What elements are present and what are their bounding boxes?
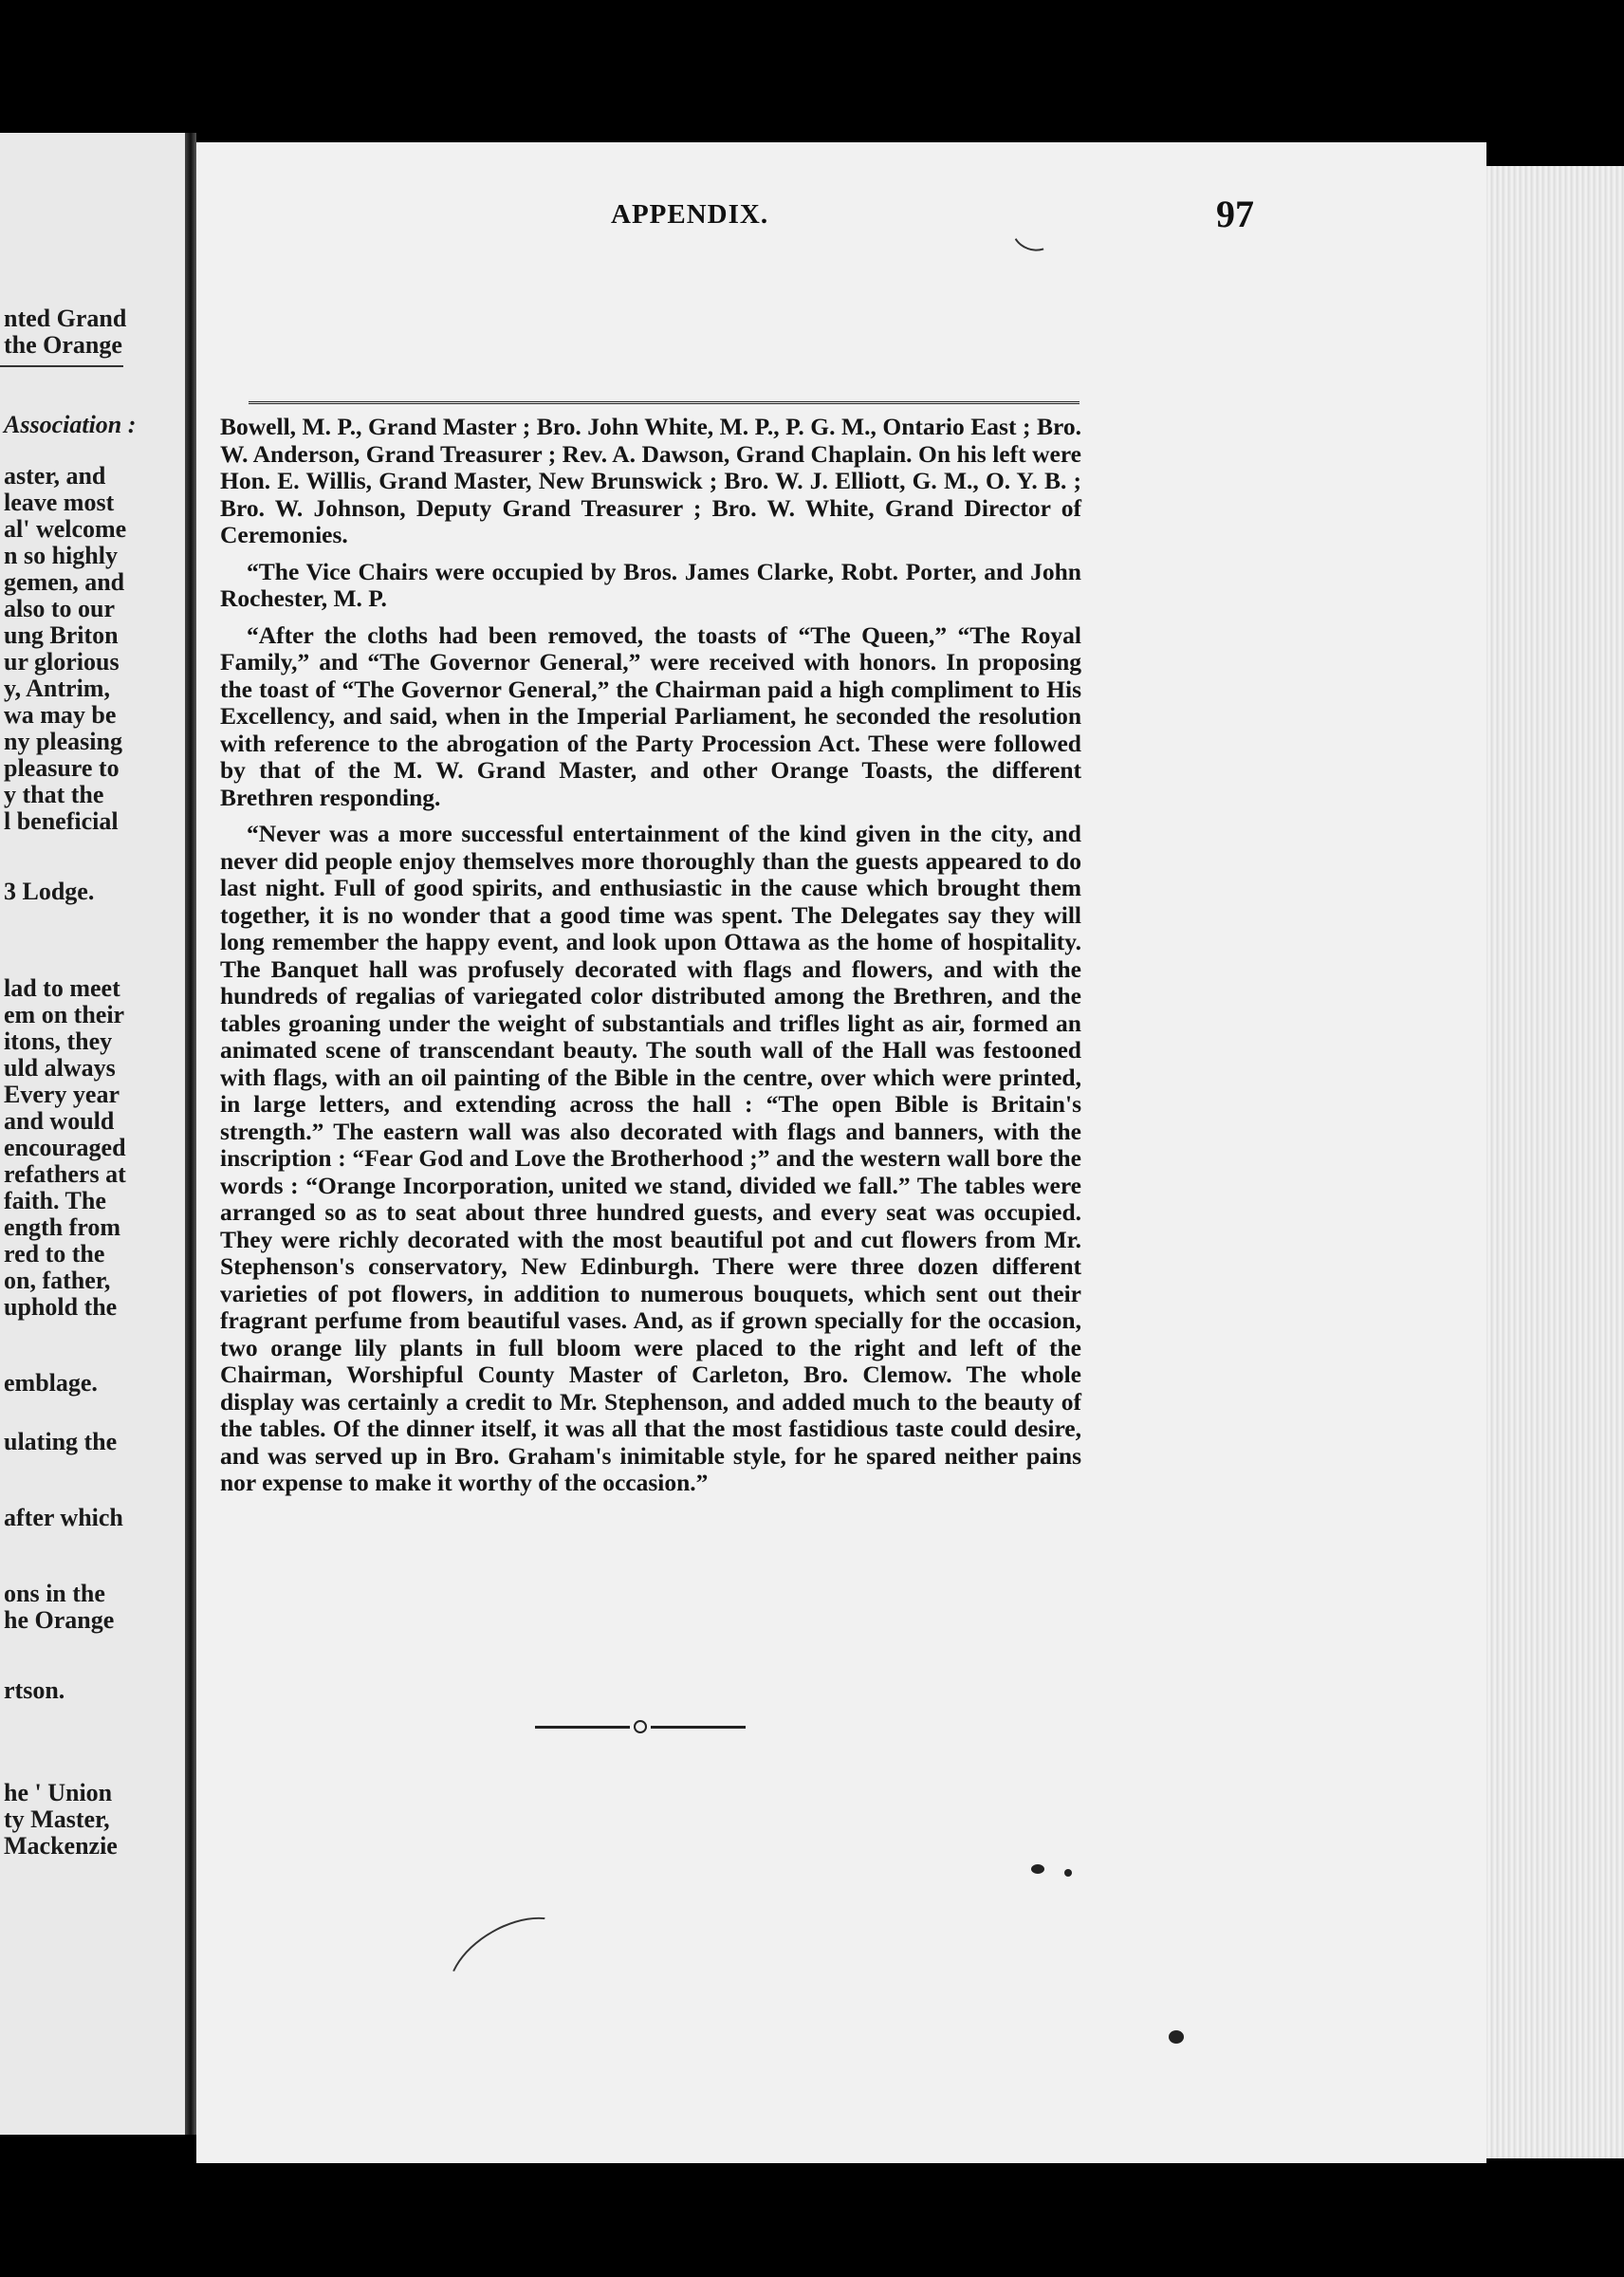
left-page-line: Every year (4, 1081, 120, 1108)
ornament-rule (651, 1726, 746, 1729)
left-page-line: l beneficial (4, 807, 119, 835)
page-header (367, 193, 1254, 241)
left-page-line: ons in the (4, 1580, 105, 1607)
left-page-line: 3 Lodge. (4, 878, 95, 905)
paragraph: “The Vice Chairs were occupied by Bros. James Clarke, Robt. Porter, and John Rochester, M. P. (220, 557, 1081, 612)
left-page-line: uphold the (4, 1293, 118, 1321)
paragraph: Bowell, M. P., Grand Master ; Bro. John White, M. P., P. G. M., Ontario East ; Bro. W. Anderson, Grand Treasurer ; Rev. A. Dawson, Grand Chaplain. On his left were Hon. E. Willis, Grand Master, New Brunswick ; Bro. W. J. Elliott, G. M., O. Y. B. ; Bro. W. Johnson, Deputy Grand Treasurer ; Bro. W. White, Grand Director of Ceremonies. (220, 413, 1081, 548)
left-page-line: also to our (4, 595, 115, 622)
page-edges (1486, 166, 1624, 2158)
left-page-line: faith. The (4, 1187, 106, 1214)
left-page-line: ung Briton (4, 621, 119, 649)
ink-spot (1031, 1864, 1044, 1874)
left-page-line: ength from (4, 1213, 121, 1241)
left-page (0, 133, 188, 2135)
left-page-line: wa may be (4, 701, 117, 729)
left-page-line: uld always (4, 1054, 116, 1082)
left-page-line: gemen, and (4, 568, 125, 596)
left-page-line: he ' Union (4, 1779, 113, 1806)
paragraph: “After the cloths had been removed, the toasts of “The Queen,” “The Royal Family,” and “The Governor General,” were received with honors. In proposing the toast of “The Governor General,” the Chairman paid a high compliment to His Excellency, and said, when in the Imperial Parliament, he seconded the resolution with reference to the abrogation of the Party Procession Act. These were followed by that of the M. W. Grand Master, and other Orange Toasts, the different Brethren responding. (220, 620, 1081, 811)
ink-spot (1169, 2030, 1184, 2044)
left-page-line: pleasure to (4, 754, 120, 782)
left-page-line: nted Grand (4, 305, 127, 332)
left-page-line: rtson. (4, 1676, 65, 1704)
left-page-line: refathers at (4, 1160, 126, 1188)
pencil-mark (433, 1898, 591, 2035)
left-page-line: after which (4, 1504, 123, 1531)
left-page-line: Mackenzie (4, 1832, 118, 1860)
ink-spot (1064, 1869, 1072, 1877)
end-ornament (531, 1717, 749, 1736)
left-page-line: the Orange (4, 331, 122, 359)
header-rule (249, 401, 1080, 404)
left-page-line: ulating the (4, 1428, 118, 1455)
left-page-line: aster, and (4, 462, 106, 490)
left-page-line: al' welcome (4, 515, 127, 543)
left-page-line: itons, they (4, 1027, 113, 1055)
left-page-rule (0, 365, 123, 367)
left-page-line: y, Antrim, (4, 675, 110, 702)
left-page-line: and would (4, 1107, 115, 1135)
left-page-line: n so highly (4, 542, 118, 569)
left-page-line: lad to meet (4, 974, 120, 1002)
left-page-line: ty Master, (4, 1805, 110, 1833)
left-page-line: encouraged (4, 1134, 126, 1161)
left-page-line: em on their (4, 1001, 125, 1028)
left-page-line: ny pleasing (4, 728, 122, 755)
ornament-rule (535, 1726, 630, 1729)
left-page-line: leave most (4, 489, 115, 516)
left-page-line: he Orange (4, 1606, 115, 1634)
left-page-line: emblage. (4, 1369, 98, 1397)
left-page-line: Association : (4, 411, 137, 438)
book-gutter (185, 133, 196, 2135)
left-page-line: red to the (4, 1240, 105, 1268)
left-page-line: y that the (4, 781, 104, 808)
page-number: 97 (1216, 193, 1254, 235)
left-page-line: ur glorious (4, 648, 120, 676)
ornament-dot (634, 1720, 647, 1733)
body-text (220, 414, 1081, 1497)
paragraph: “Never was a more successful entertainment of the kind given in the city, and never did people enjoy themselves more thoroughly than the guests appeared to do last night. Full of good spirits, and enthusiastic in the cause which brought them together, it is no wonder that a good time was spent. The Delegates say they will long remember the happy event, and look upon Ottawa as the home of hospitality. The Banquet hall was profusely decorated with flags and flowers, and with the hundreds of regalias of variegated color distributed among the Brethren, and the tables groaning under the weight of substantials and trifles light as air, formed an animated scene of transcendant beauty. The south wall of the Hall was festooned with flags, with an oil painting of the Bible in the centre, over which were printed, in large letters, and extending across the hall : “The open Bible is Britain's strength.” The eastern wall was also decorated with flags and banners, with the inscription : “Fear God and Love the Brotherhood ;” and the western wall bore the words : “Orange Incorporation, united we stand, divided we fall.” The tables were arranged so as to seat about three hundred guests, and every seat was occupied. They were richly decorated with the most beautiful pot and cut flowers from Mr. Stephenson's conservatory, New Edinburgh. There were three dozen different varieties of pot flowers, in addition to numerous bouquets, which sent out their fragrant perfume from beautiful vases. And, as if grown specially for the occasion, two orange lily plants in full bloom were placed to the right and left of the Chairman, Worshipful County Master of Carleton, Bro. Clemow. The whole display was certainly a credit to Mr. Stephenson, and added much to the beauty of the tables. Of the dinner itself, it was all that the most fastidious taste could desire, and was served up in Bro. Graham's inimitable style, for he spared neither pains nor expense to make it worthy of the occasion.” (220, 820, 1081, 1496)
running-head: APPENDIX. (611, 199, 769, 230)
left-page-line: on, father, (4, 1267, 111, 1294)
